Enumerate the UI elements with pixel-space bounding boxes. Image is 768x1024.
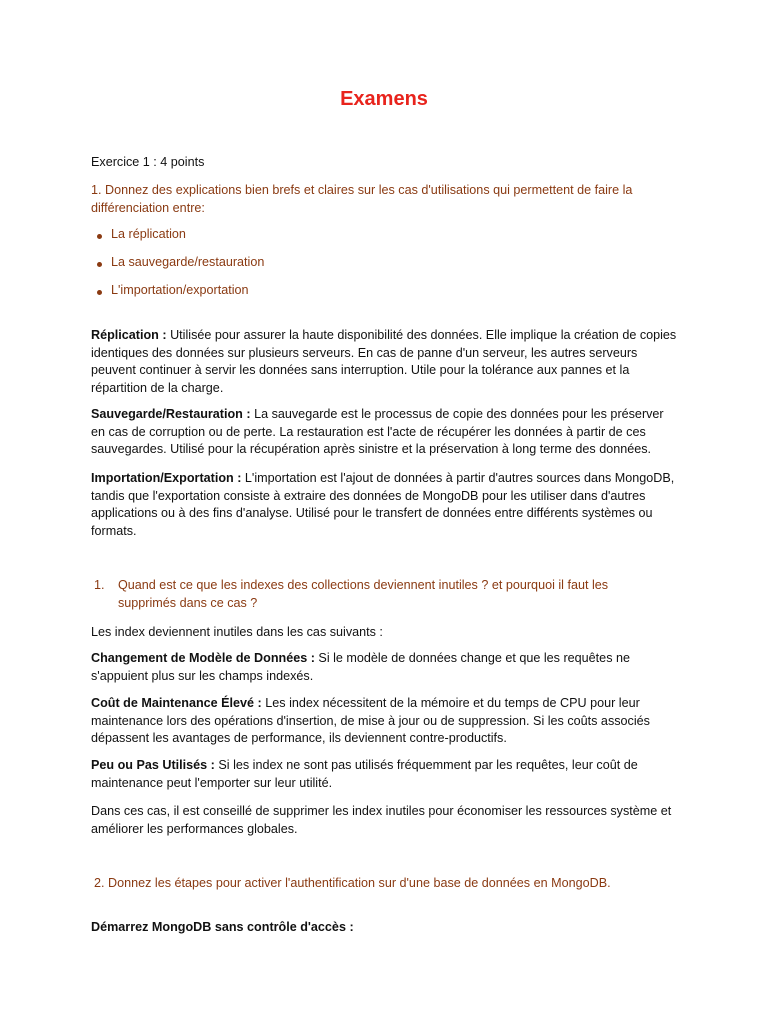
answer-term: Sauvegarde/Restauration :: [91, 407, 251, 421]
bullet-icon: [97, 234, 102, 239]
question-1: 1. Donnez des explications bien brefs et claires sur les cas d'utilisations qui permettent de faire la différenciation entre:: [91, 183, 633, 215]
answer-text: L'importation est l'ajout de données à partir d'autres sources dans MongoDB, tandis que l'exportation consiste à extraire des données de MongoDB pour les utiliser dans d'autres applications ou à des fins d'analyse. Utilisé pour le transfert de données entre différents systèmes ou formats.: [91, 471, 675, 538]
answer-import-export: [91, 470, 681, 540]
document-page: Examens Exercice 1 : 4 points 1. Donnez des explications bien brefs et claires sur les cas d'utilisations qui permettent de faire la différenciation entre: La réplication La sauvegarde/restauration L'importation/exportation Réplication : Utilisée pour assurer la haute disponibilité des données. Elle implique la création de copies identiques des données sur plusieurs serveurs. En cas de panne d'un serveur, les autres serveurs peuvent continuer à servir les données sans interruption. Utile pour la tolérance aux pannes et la répartition de la charge. Sauvegarde/Restauration : La sauvegarde est le processus de copie des données pour les préserver en cas de corruption ou de perte. La restauration est l'acte de récupérer les données à partir de ces sauvegardes. Utilisé pour la récupération après sinistre et la préservation à long terme des données. Importation/Exportation : L'importation est l'ajout de données à partir d'autres sources dans MongoDB, tandis que l'exportation consiste à extraire des données de MongoDB pour les utiliser dans d'autres applications ou à des fins d'analyse. Utilisé pour le transfert de données entre différents systèmes ou formats. 1. Quand est ce que les indexes des collections deviennent inutiles ? et pourquoi il faut les supprimés dans ce cas ? Les index deviennent inutiles dans les cas suivants : Changement de Modèle de Données : Si le modèle de données change et que les requêtes ne s'appuient plus sur les champs indexés. Coût de Maintenance Élevé : Les index nécessitent de la mémoire et du temps de CPU pour leur maintenance lors des opérations d'insertion, de mise à jour ou de suppression. Si les coûts associés dépassent les avantages de performance, ils deviennent contre-productifs. Peu ou Pas Utilisés : Si les index ne sont pas utilisés fréquemment par les requêtes, leur coût de maintenance peut l'emporter sur leur utilité. Dans ces cas, il est conseillé de supprimer les index inutiles pour économiser les ressources système et améliorer les performances globales. 2. Donnez les étapes pour activer l'authentification sur d'une base de données en MongoDB. Démarrez MongoDB sans contrôle d'accès :: [0, 0, 768, 1024]
answer-term: Changement de Modèle de Données :: [91, 651, 315, 665]
question-text: Quand est ce que les indexes des collections deviennent inutiles ? et pourquoi il faut les supprimés dans ce cas ?: [118, 578, 609, 610]
answer-maintenance-cost: [91, 695, 681, 748]
conclusion: Dans ces cas, il est conseillé de supprimer les index inutiles pour économiser les ressources système et améliorer les performances globales.: [91, 804, 672, 836]
answer-text: Si les index ne sont pas utilisés fréquemment par les requêtes, leur coût de maintenance peut l'emporter sur leur utilité.: [91, 758, 638, 790]
question-number: 1.: [94, 578, 105, 592]
page-title: Examens: [340, 88, 428, 110]
answer-text: Utilisée pour assurer la haute disponibilité des données. Elle implique la création de copies identiques des données sur plusieurs serveurs. En cas de panne d'un serveur, les autres serveurs peuvent continuer à servir les données sans interruption. Utile pour la tolérance aux pannes et la répartition de la charge.: [91, 328, 677, 395]
answer-backup-restore: [91, 406, 681, 459]
bullet-icon: [97, 262, 102, 267]
question-2: 2. Donnez les étapes pour activer l'authentification sur d'une base de données en MongoDB.: [94, 876, 611, 890]
answer-rarely-used: [91, 757, 681, 792]
answer-text: Les index nécessitent de la mémoire et du temps de CPU pour leur maintenance lors des opérations d'insertion, de mise à jour ou de suppression. Si les coûts associés dépassent les avantages de performance, ils deviennent contre-productifs.: [91, 696, 650, 746]
answer-term: Peu ou Pas Utilisés :: [91, 758, 215, 772]
answer-replication: [91, 327, 681, 397]
answer-term: Coût de Maintenance Élevé :: [91, 696, 262, 710]
answer-text: La sauvegarde est le processus de copie des données pour les préserver en cas de corruption ou de perte. La restauration est l'acte de récupérer les données à partir de ces sauvegardes. Utilisé pour la récupération après sinistre et la préservation à long terme des données.: [91, 407, 664, 457]
answer-text: Si le modèle de données change et que les requêtes ne s'appuient plus sur les champs indexés.: [91, 651, 630, 683]
answer-model-change: [91, 650, 681, 685]
exercise-header: Exercice 1 : 4 points: [91, 155, 205, 169]
answer-term: Importation/Exportation :: [91, 471, 242, 485]
index-intro: Les index deviennent inutiles dans les cas suivants :: [91, 625, 383, 639]
answer-term: Réplication :: [91, 328, 167, 342]
bullet-icon: [97, 290, 102, 295]
step-1-heading: Démarrez MongoDB sans contrôle d'accès :: [91, 920, 354, 934]
